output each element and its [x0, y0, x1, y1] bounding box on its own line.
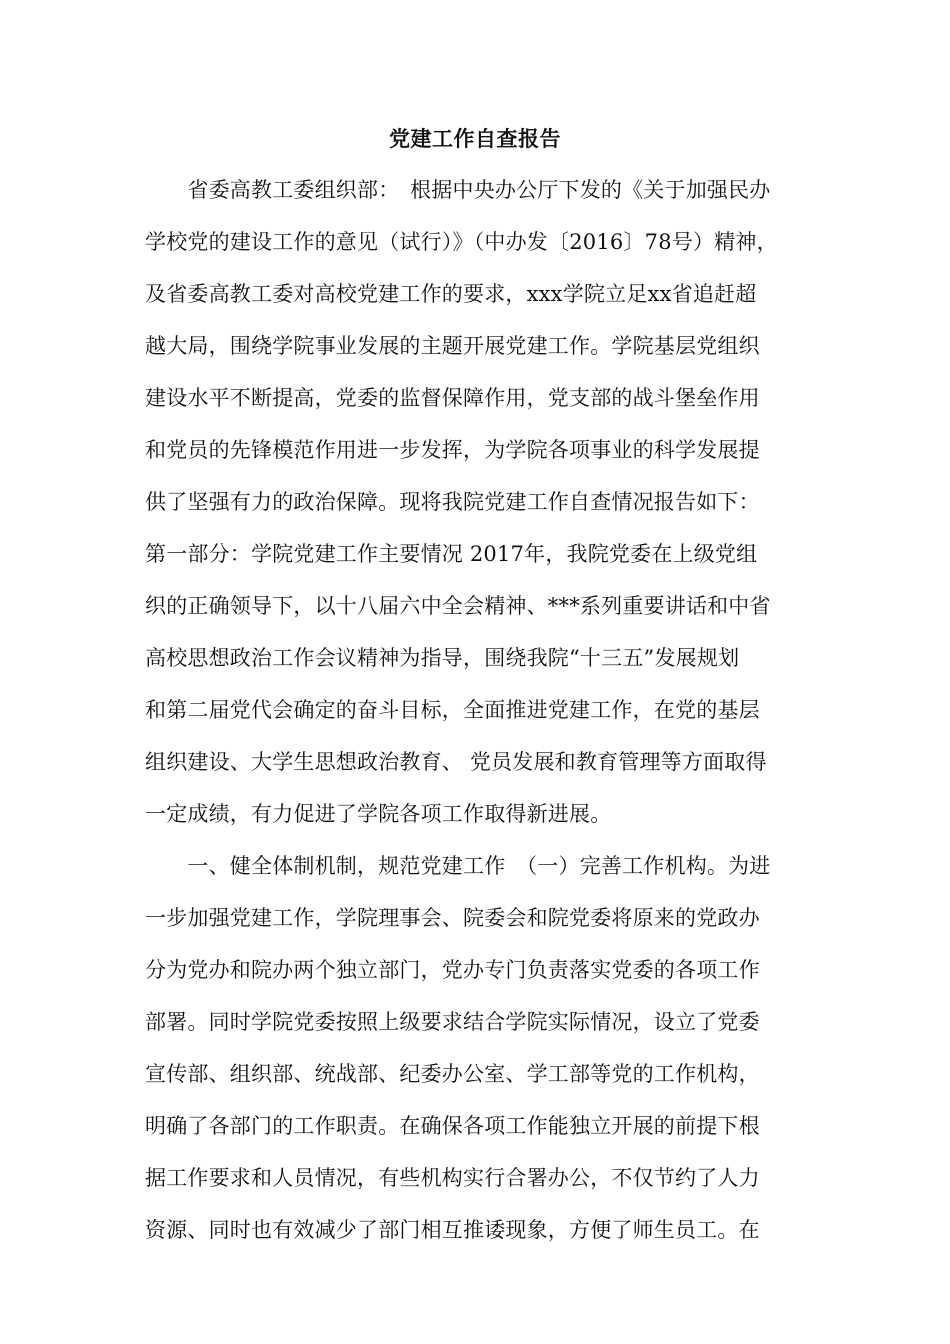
body-line-1: 省委高教工委组织部： 根据中央办公厅下发的《关于加强民办	[145, 178, 771, 202]
body-line-3: 及省委高教工委对高校党建工作的要求，xxx学院立足xx省追赶超	[145, 282, 757, 306]
document-title: 党建工作自查报告	[389, 126, 561, 151]
body-line-21: 资源、同时也有效减少了部门相互推诿现象，方便了师生员工。在	[145, 1218, 760, 1242]
body-line-12: 组织建设、大学生思想政治教育、 党员发展和教育管理等方面取得	[145, 750, 767, 774]
body-line-10: 高校思想政治工作会议精神为指导，围绕我院“十三五”发展规划	[145, 646, 740, 670]
body-line-15: 一步加强党建工作，学院理事会、院委会和院党委将原来的党政办	[145, 906, 760, 930]
body-line-7: 供了坚强有力的政治保障。现将我院党建工作自查情况报告如下：	[145, 490, 760, 514]
body-line-5: 建设水平不断提高，党委的监督保障作用，党支部的战斗堡垒作用	[145, 386, 760, 410]
body-line-14: 一、健全体制机制，规范党建工作 （一）完善工作机构。为进	[145, 854, 771, 878]
body-line-16: 分为党办和院办两个独立部门，党办专门负责落实党委的各项工作	[145, 958, 760, 982]
body-line-18: 宣传部、组织部、统战部、纪委办公室、学工部等党的工作机构，	[145, 1062, 760, 1086]
body-line-4: 越大局，围绕学院事业发展的主题开展党建工作。学院基层党组织	[145, 334, 760, 358]
body-line-11: 和第二届党代会确定的奋斗目标，全面推进党建工作，在党的基层	[145, 698, 760, 722]
body-line-17: 部署。同时学院党委按照上级要求结合学院实际情况，设立了党委	[145, 1010, 760, 1034]
body-line-13: 一定成绩，有力促进了学院各项工作取得新进展。	[145, 802, 612, 826]
body-line-8: 第一部分：学院党建工作主要情况 2017年，我院党委在上级党组	[145, 542, 758, 566]
body-line-19: 明确了各部门的工作职责。在确保各项工作能独立开展的前提下根	[145, 1114, 760, 1138]
body-line-2: 学校党的建设工作的意见（试行）》（中办发〔2016〕78号）精神，	[145, 230, 778, 254]
body-line-6: 和党员的先锋模范作用进一步发挥，为学院各项事业的科学发展提	[145, 438, 760, 462]
body-line-9: 织的正确领导下，以十八届六中全会精神、***系列重要讲话和中省	[145, 594, 771, 618]
body-line-20: 据工作要求和人员情况，有些机构实行合署办公，不仅节约了人力	[145, 1166, 760, 1190]
